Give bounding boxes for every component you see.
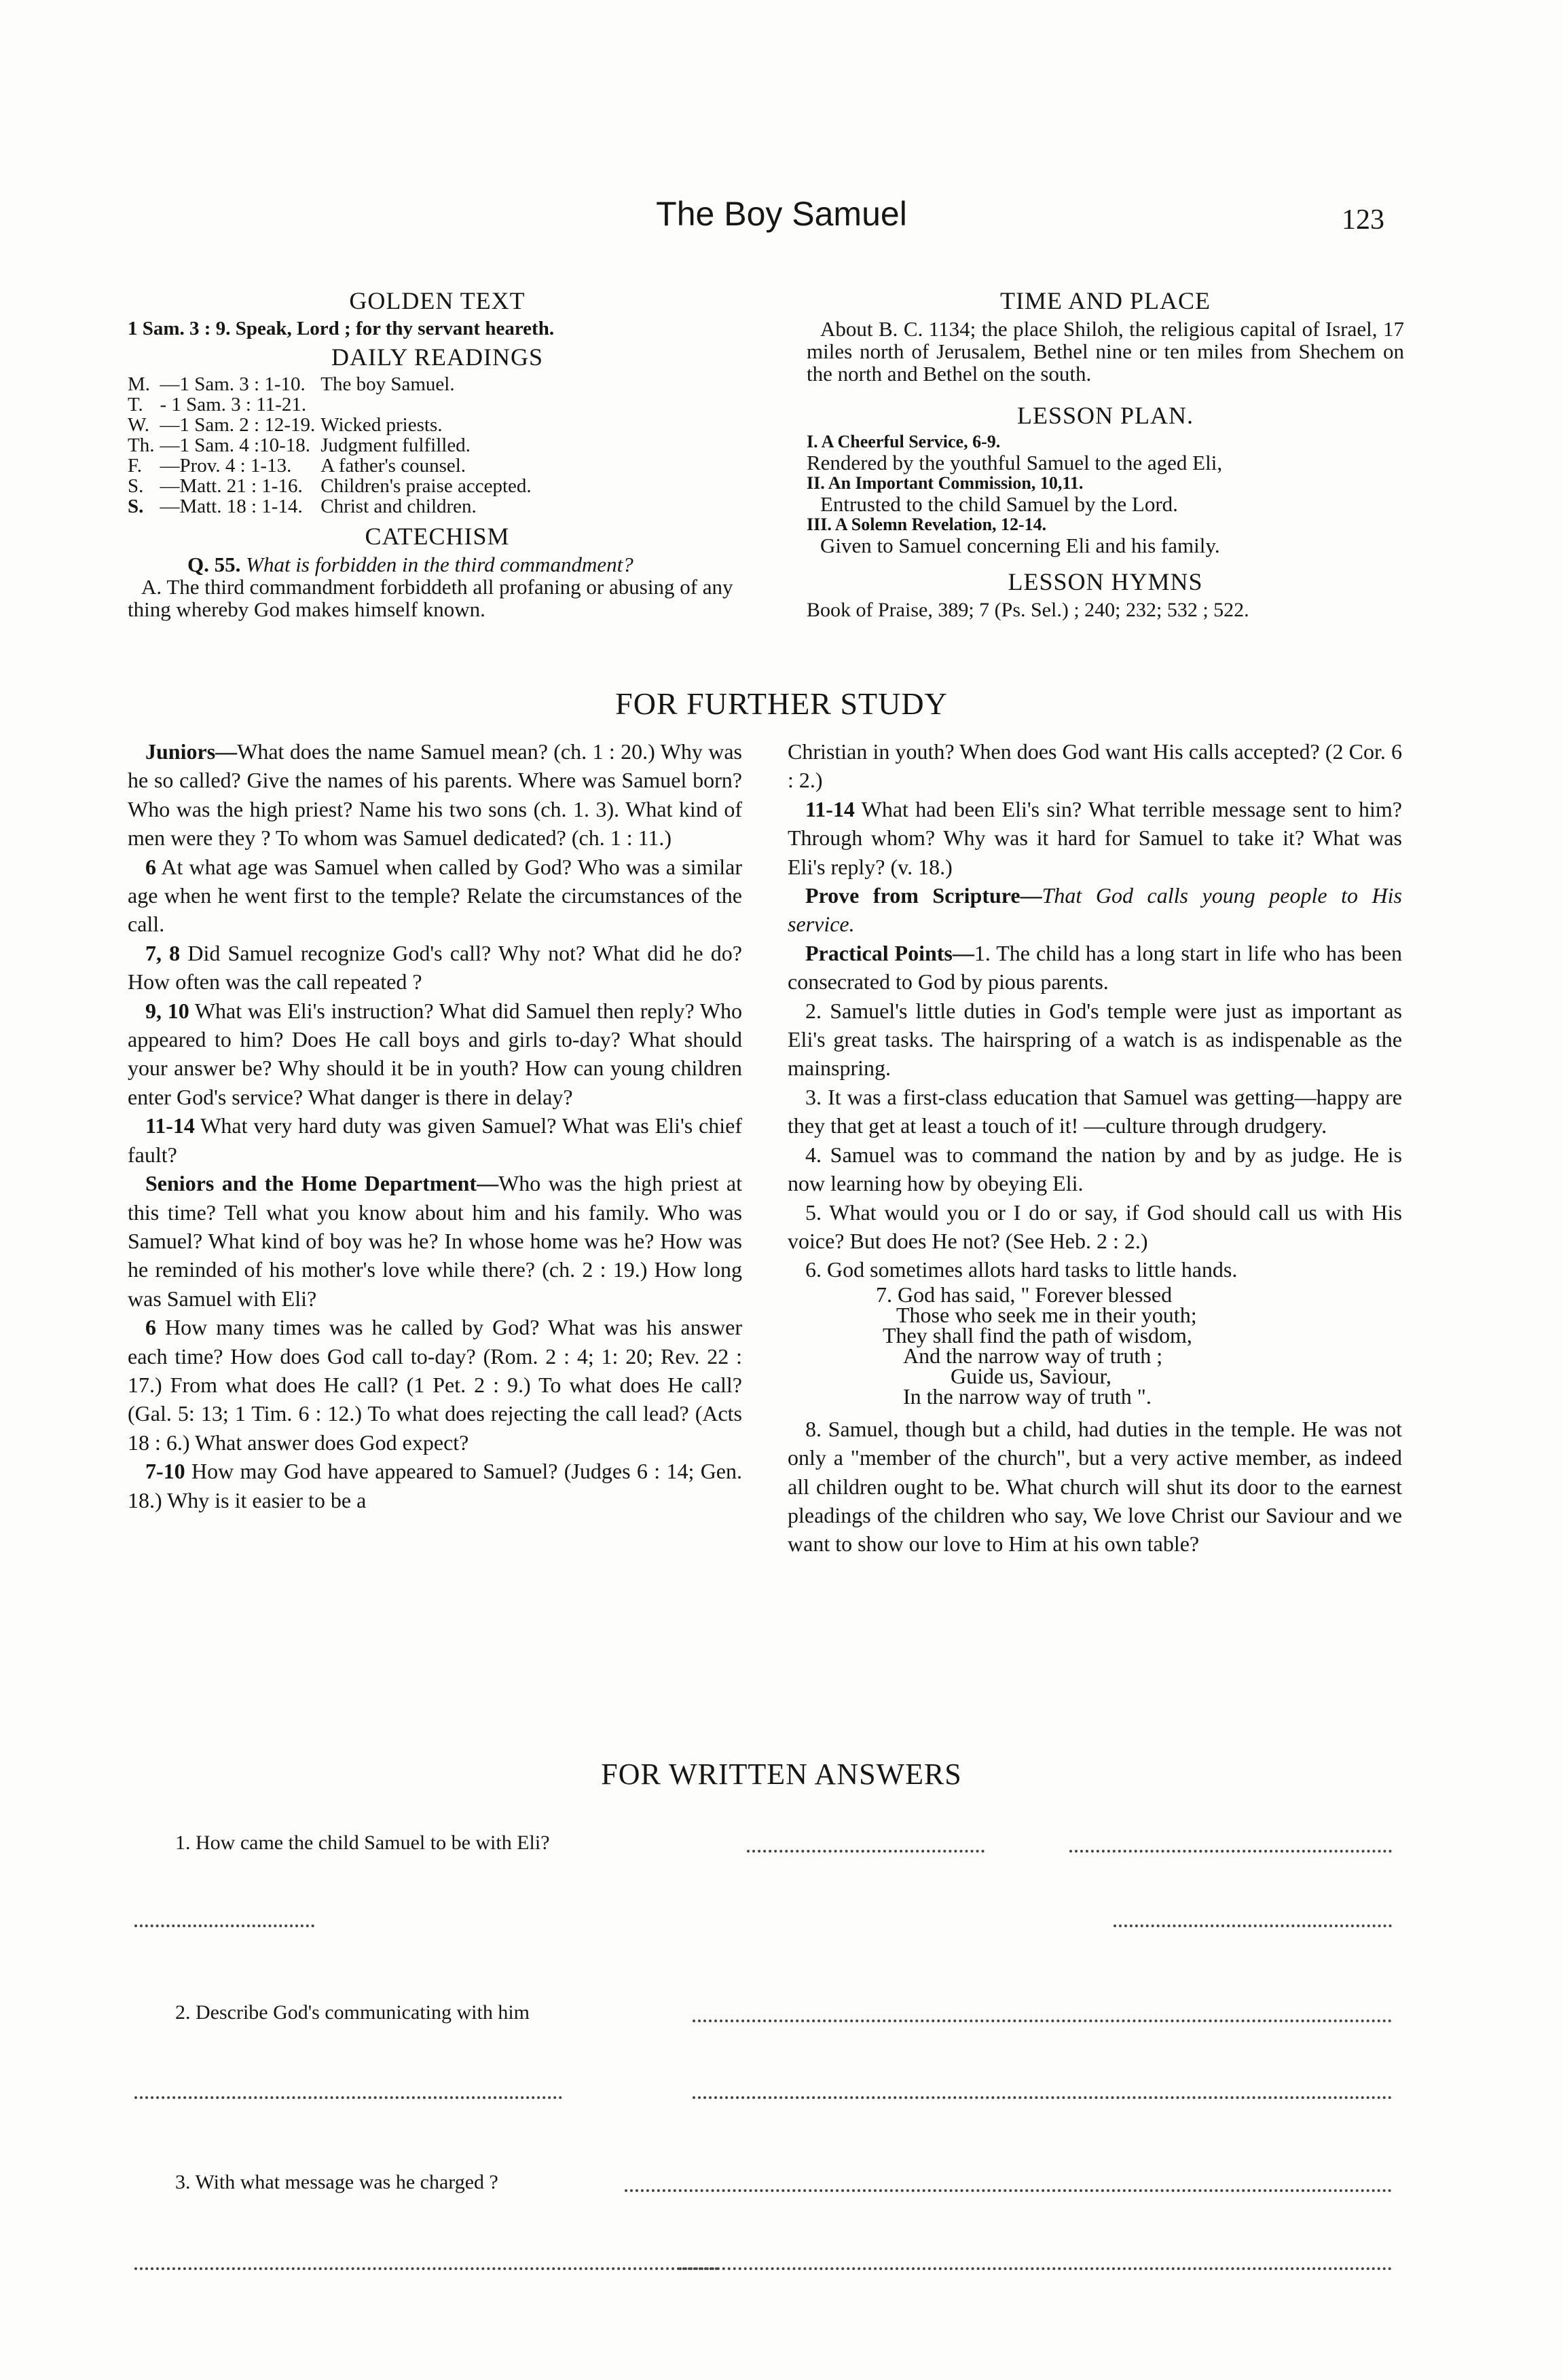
lesson-plan-item: [807, 515, 1404, 557]
daily-reading-row: [128, 435, 537, 455]
left-info-column: [128, 284, 747, 620]
practical-point: 8. Samuel, though but a child, had duties in the temple. He was not only a "member of the church", but a very active member, as indeed all children ought to be. What church will shut its door to the earnest pleadings of the children who say, We love Christ our Saviour and we want to show our love to Him at his own table?: [788, 1416, 1402, 1557]
verse-line: They shall find the path of wisdom,: [883, 1322, 1192, 1347]
reading-ref: —1 Sam. 2 : 12-19.: [160, 414, 316, 436]
study-text: What very hard duty was given Samuel? What was Eli's chief fault?: [128, 1113, 742, 1167]
practical-point: 5. What would you or I do or say, if God should call us with His voice? But does He not? (See Heb. 2 : 2.): [788, 1200, 1402, 1253]
study-paragraph: Christian in youth? When does God want His calls accepted? (2 Cor. 6 : 2.): [788, 739, 1402, 793]
daily-reading-row: [128, 455, 537, 476]
study-paragraph: [128, 939, 742, 997]
catechism-question-line: [187, 553, 747, 576]
daily-reading-row: [128, 496, 537, 517]
time-place-heading: TIME AND PLACE: [1000, 287, 1211, 314]
study-paragraph: [128, 1457, 742, 1514]
reading-ref: - 1 Sam. 3 : 11-21.: [160, 394, 307, 415]
study-paragraph: [128, 1169, 742, 1313]
catechism-answer: A. The third commandment forbiddeth all profaning or abusing of any thing whereby God makes himself known.: [128, 575, 733, 621]
reading-title: Children's praise accepted.: [320, 475, 532, 497]
answer-line[interactable]: [625, 2189, 1392, 2192]
daily-reading-row: [128, 476, 537, 496]
verse-line: Guide us, Saviour,: [951, 1363, 1111, 1388]
study-lead: 6: [145, 1315, 156, 1340]
practical-point: 3. It was a first-class education that Samuel was getting—happy are they that get at least a touch of it! —culture through drudgery.: [788, 1084, 1402, 1138]
prove-paragraph: [788, 881, 1402, 939]
practical-point: 2. Samuel's little duties in God's temple were just as important as Eli's great tasks. The hairspring of a watch is as indispenable as the mainspring.: [788, 998, 1402, 1081]
study-paragraph: [128, 1313, 742, 1457]
answer-line[interactable]: [134, 2267, 718, 2270]
study-lead: 11-14: [805, 796, 855, 821]
study-lead: 6: [145, 854, 156, 879]
study-text: Who was the high priest at this time? Tell what you know about him and his family. Who was Samuel? What kind of boy was he? In whose home was he? How was he reminded of his mother's love while there? (ch. 2 : 19.) How long was Samuel with Eli?: [128, 1171, 742, 1311]
study-lead: Seniors and the Home Department—: [145, 1171, 499, 1196]
written-question: 3. With what message was he charged ?: [175, 2171, 498, 2193]
practical-point: 4. Samuel was to command the nation by and by as judge. He is now learning how by obeying Eli.: [788, 1142, 1402, 1196]
reading-ref: —Matt. 21 : 1-16.: [160, 475, 303, 497]
answer-line[interactable]: [1069, 1850, 1392, 1853]
lesson-plan-item: [807, 474, 1404, 515]
verse-line: 7. God has said, " Forever blessed: [876, 1282, 1173, 1307]
reading-day: Th.: [128, 434, 155, 456]
golden-text-ref: 1 Sam. 3 : 9.: [128, 318, 231, 339]
study-text: How many times was he called by God? What was his answer each time? How does God call to-day? (Rom. 2 : 4; 1: 20; Rev. 22 : 17.) From what does He call? (1 Pet. 2 : 9.) To what does He call? (Gal. 5: 13; 1 Tim. 6 : 12.) To what does rejecting the call lead? (Acts 18 : 6.) What answer does God expect?: [128, 1315, 742, 1455]
answer-line[interactable]: [747, 1850, 985, 1853]
catechism-question-number: Q. 55.: [187, 553, 241, 576]
written-question: 2. Describe God's communicating with him: [175, 2001, 530, 2024]
study-text: At what age was Samuel when called by God? Who was a similar age when he went first to the temple? Relate the circumstances of the call.: [128, 854, 742, 937]
reading-title: Judgment fulfilled.: [320, 434, 471, 456]
lesson-plan-item-text: Entrusted to the child Samuel by the Lord.: [820, 492, 1178, 516]
page-number: 123: [1342, 204, 1384, 236]
written-question: 1. How came the child Samuel to be with Eli?: [175, 1832, 550, 1854]
lesson-hymns-heading: LESSON HYMNS: [1008, 568, 1203, 595]
reading-ref: —Prov. 4 : 1-13.: [160, 455, 292, 477]
written-answers-heading: FOR WRITTEN ANSWERS: [601, 1758, 962, 1791]
study-text: How may God have appeared to Samuel? (Judges 6 : 14; Gen. 18.) Why is it easier to be a: [128, 1459, 742, 1512]
practical-point: 6. God sometimes allots hard tasks to little hands.: [805, 1257, 1238, 1282]
study-lead: 7-10: [145, 1459, 185, 1484]
lesson-plan-item-title: III. A Solemn Revelation, 12-14.: [807, 515, 1047, 534]
study-text: What had been Eli's sin? What terrible message sent to him? Through whom? Why was it hard for Samuel to take it? What was Eli's reply? (v. 18.): [788, 796, 1402, 879]
reading-title: The boy Samuel.: [320, 373, 455, 395]
lesson-hymns-text: Book of Praise, 389; 7 (Ps. Sel.) ; 240; 232; 532 ; 522.: [807, 599, 1249, 621]
study-lead: Juniors—: [145, 739, 238, 764]
page-title: The Boy Samuel: [656, 195, 907, 233]
verse-line: And the narrow way of truth ;: [903, 1343, 1163, 1368]
lesson-plan-item: [807, 432, 1404, 474]
study-text: What was Eli's instruction? What did Samuel then reply? Who appeared to him? Does He call boys and girls to-day? What should your answer be? Why should it be in youth? How can young children enter God's service? What danger is there in delay?: [128, 998, 743, 1109]
daily-readings-table: [128, 374, 537, 517]
right-info-column: [807, 284, 1404, 621]
reading-ref: —Matt. 18 : 1-14.: [160, 496, 303, 517]
golden-text-body: Speak, Lord ; for thy servant heareth.: [235, 318, 555, 339]
answer-line[interactable]: [679, 2267, 1392, 2270]
study-paragraph: [128, 737, 742, 853]
reading-day: M.: [128, 373, 151, 395]
study-text: Did Samuel recognize God's call? Why not? What did he do? How often was the call repeated ?: [128, 940, 743, 994]
reading-day: S.: [128, 475, 144, 497]
prove-text: That God calls young people to His service.: [788, 883, 1402, 937]
practical-paragraph: [788, 939, 1402, 997]
catechism-question: What is forbidden in the third commandment?: [246, 553, 633, 576]
study-lead: 7, 8: [145, 940, 181, 965]
reading-day: S.: [128, 496, 144, 517]
reading-day: T.: [128, 394, 143, 415]
lesson-plan-list: [807, 432, 1404, 557]
study-text: What does the name Samuel mean? (ch. 1 : 20.) Why was he so called? Give the names of his parents. Where was Samuel born? Who was the high priest? Name his two sons (ch. 1. 3). What kind of men were they ? To whom was Samuel dedicated? (ch. 1 : 11.): [128, 739, 742, 851]
reading-ref: —1 Sam. 4 :10-18.: [160, 434, 310, 456]
further-study-heading: FOR FURTHER STUDY: [615, 686, 948, 721]
study-paragraph: [128, 997, 742, 1112]
study-paragraph: [788, 795, 1402, 881]
answer-line[interactable]: [693, 2096, 1392, 2099]
answer-line[interactable]: [134, 2096, 562, 2099]
reading-title: Christ and children.: [320, 496, 477, 517]
study-paragraph: [128, 1111, 742, 1169]
reading-ref: —1 Sam. 3 : 1-10.: [160, 373, 306, 395]
daily-readings-heading: DAILY READINGS: [331, 343, 544, 371]
answer-line[interactable]: [134, 1925, 314, 1927]
daily-reading-row: [128, 374, 537, 394]
answer-line[interactable]: [1114, 1925, 1392, 1927]
practical-point: 1. The child has a long start in life who has been consecrated to God by pious parents.: [788, 940, 1403, 994]
golden-text-line: [128, 318, 747, 340]
reading-title: A father's counsel.: [320, 455, 466, 477]
reading-title: Wicked priests.: [320, 414, 443, 436]
reading-day: F.: [128, 455, 143, 477]
answer-line[interactable]: [693, 2020, 1392, 2022]
reading-title: [320, 394, 536, 415]
golden-text-heading: GOLDEN TEXT: [349, 287, 526, 314]
study-paragraph: [128, 853, 742, 939]
daily-reading-row: [128, 394, 537, 415]
reading-day: W.: [128, 414, 149, 436]
study-lead: 11-14: [145, 1113, 195, 1138]
verse-line: Those who seek me in their youth;: [896, 1302, 1197, 1327]
further-study-right-column: [788, 737, 1402, 1559]
study-lead: 9, 10: [145, 998, 189, 1023]
lesson-plan-item-text: Rendered by the youthful Samuel to the aged Eli,: [807, 451, 1223, 475]
lesson-plan-item-title: II. An Important Commission, 10,11.: [807, 473, 1084, 493]
lesson-plan-item-title: I. A Cheerful Service, 6-9.: [807, 432, 1001, 451]
lesson-plan-heading: LESSON PLAN.: [1016, 402, 1194, 429]
practical-lead: Practical Points—: [805, 940, 974, 965]
catechism-heading: CATECHISM: [365, 523, 510, 550]
verse-line: In the narrow way of truth ".: [903, 1383, 1152, 1409]
further-study-left-column: [128, 737, 742, 1514]
daily-reading-row: [128, 415, 537, 435]
prove-lead: Prove from Scripture—: [805, 883, 1042, 908]
lesson-plan-item-text: Given to Samuel concerning Eli and his family.: [820, 534, 1220, 557]
time-place-text: About B. C. 1134; the place Shiloh, the religious capital of Israel, 17 miles north of Jerusalem, Bethel nine or ten miles from Shechem on the north and Bethel on the south.: [807, 317, 1404, 386]
hymn-verse: [876, 1284, 1402, 1407]
